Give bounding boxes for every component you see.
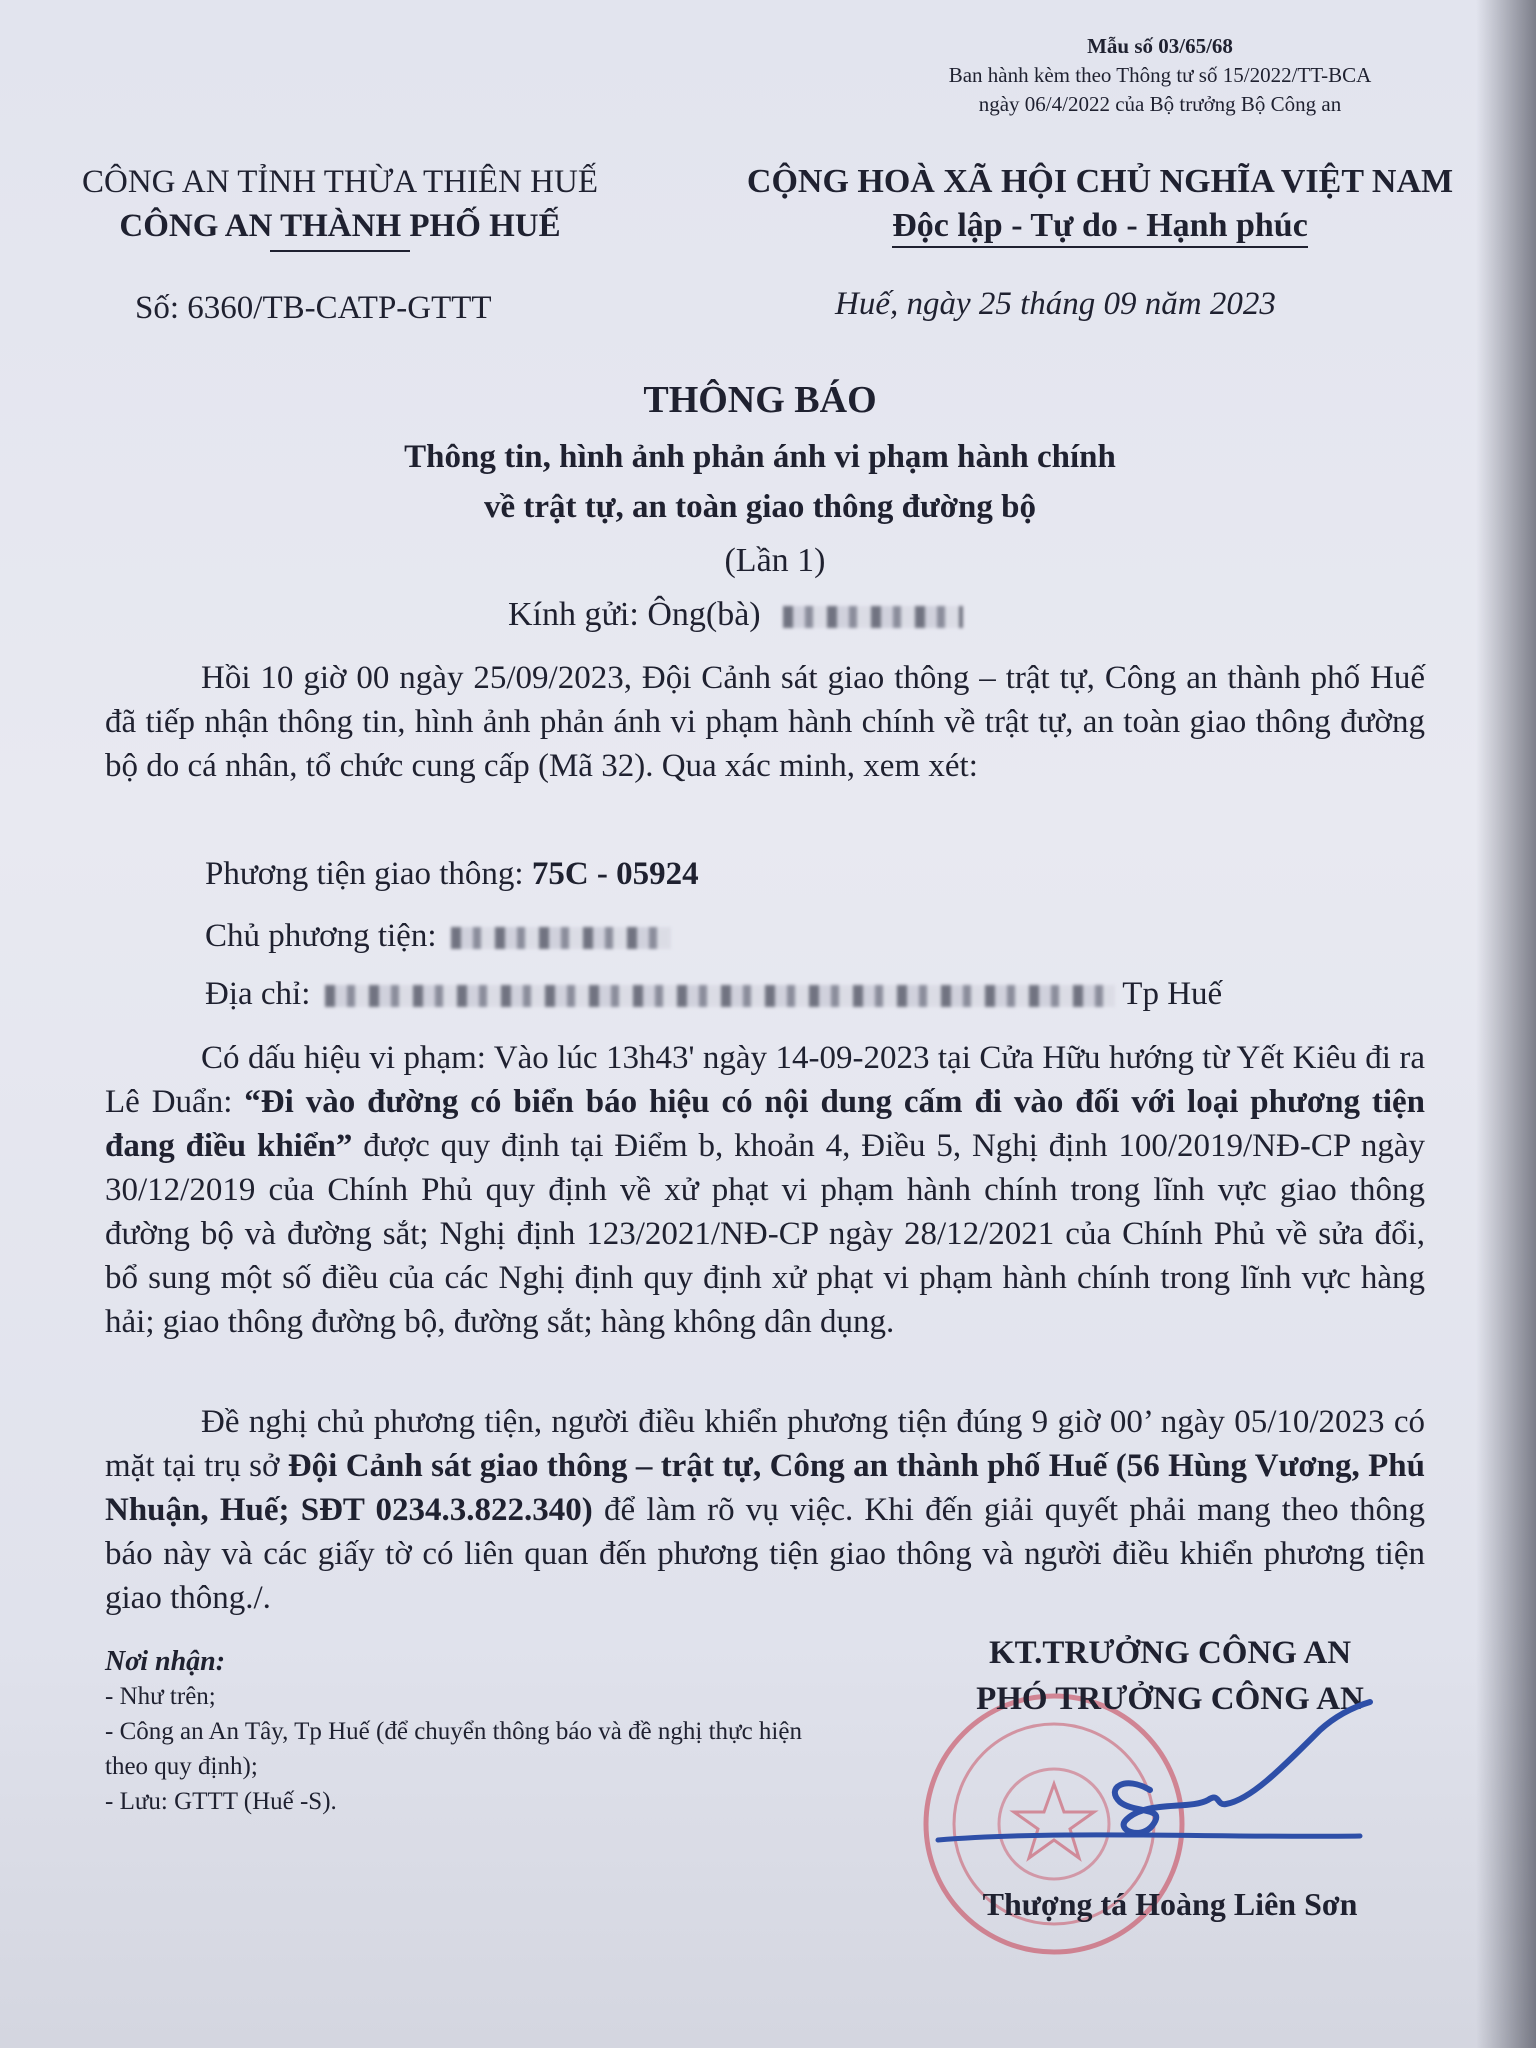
form-reference (880, 32, 1440, 119)
agency-parent: CÔNG AN TỈNH THỪA THIÊN HUẾ (81, 164, 598, 200)
redacted-address (325, 985, 1115, 1007)
recipients-heading: Nơi nhận: (105, 1646, 226, 1677)
recipients-block (105, 1644, 805, 1819)
vehicle-plate: 75C - 05924 (531, 856, 699, 892)
recipient-line (508, 596, 963, 634)
agency-name: CÔNG AN THÀNH PHỐ HUẾ (119, 208, 561, 244)
address-city: Tp Huế (1122, 976, 1223, 1012)
form-issued-by: Ban hành kèm theo Thông tư số 15/2022/TT-BCA (948, 63, 1372, 87)
signature-title-line-1: KT.TRƯỞNG CÔNG AN (988, 1635, 1352, 1671)
vehicle-label: Phương tiện giao thông: (205, 856, 524, 892)
signature-title-line-2: PHÓ TRƯỞNG CÔNG AN (976, 1681, 1364, 1717)
violation-intro: Có dấu hiệu vi phạm: Vào lúc 13h43' ngày 14-09-2023 tại Cửa Hữu hướng từ Yết Kiêu đi ra Lê Duẩn: (105, 1040, 1425, 1120)
document-title: THÔNG BÁO (643, 379, 877, 421)
form-issued-date: ngày 06/4/2022 của Bộ trưởng Bộ Công an (978, 92, 1342, 116)
paragraph-request (105, 1400, 1425, 1620)
notice-count: (Lần 1) (724, 542, 826, 579)
redacted-owner (451, 927, 671, 949)
national-heading (680, 160, 1520, 248)
request-text-1: Đề nghị chủ phương tiện, người điều khiển phương tiện đúng 9 giờ 00’ ngày 05/10/2023 có mặt tại trụ sở (105, 1404, 1425, 1484)
recipient-item: - Lưu: GTTT (Huế -S). (105, 1788, 337, 1815)
subtitle-line-2: về trật tự, an toàn giao thông đường bộ (483, 489, 1036, 525)
form-number: Mẫu số 03/65/68 (1087, 34, 1233, 58)
address-line (205, 976, 1305, 1013)
agency-underline (270, 250, 410, 252)
nation-motto: Độc lập - Tự do - Hạnh phúc (892, 207, 1308, 248)
violation-legal-basis: được quy định tại Điểm b, khoản 4, Điều 5, Nghị định 100/2019/NĐ-CP ngày 30/12/2019 của Chính Phủ quy định về xử phạt vi phạm hành chính trong lĩnh vực giao thông đường bộ và đường sắt; Nghị định 123/2021/NĐ-CP ngày 28/12/2021 của Chính Phủ về sửa đổi, bổ sung một số điều của các Nghị định quy định xử phạt vi phạm hành chính trong lĩnh vực hàng hải; giao thông đường bộ, đường sắt; hàng không dân dụng. (105, 1128, 1425, 1340)
document-number: Số: 6360/TB-CATP-GTTT (135, 290, 492, 326)
request-location: Đội Cảnh sát giao thông – trật tự, Công an thành phố Huế (56 Hùng Vương, Phú Nhuận, Huế; SĐT 0234.3.822.340) (105, 1448, 1425, 1528)
recipient-item: - Công an An Tây, Tp Huế (để chuyển thông báo và đề nghị thực hiện theo quy định); (105, 1718, 802, 1780)
owner-label: Chủ phương tiện: (205, 918, 437, 954)
request-text-2: để làm rõ vụ việc. Khi đến giải quyết phải mang theo thông báo này và các giấy tờ có liên quan đến phương tiện giao thông và người điều khiển phương tiện giao thông./. (105, 1492, 1425, 1616)
violation-description: “Đi vào đường có biển báo hiệu có nội dung cấm đi vào đối với loại phương tiện đang điều khiển” (105, 1084, 1426, 1164)
handwritten-signature-icon (920, 1680, 1400, 1870)
nation-name: CỘNG HOÀ XÃ HỘI CHỦ NGHĨA VIỆT NAM (746, 163, 1454, 200)
redacted-recipient (783, 606, 963, 628)
signer-name: Thượng tá Hoàng Liên Sơn (982, 1886, 1358, 1922)
owner-line (205, 918, 671, 955)
vehicle-line (205, 856, 699, 893)
document-subtitle (0, 432, 1520, 532)
recipient-item: - Như trên; (105, 1683, 216, 1710)
page-edge-shadow (1476, 0, 1536, 2048)
recipient-label: Kính gửi: Ông(bà) (508, 596, 761, 633)
issuing-agency (20, 160, 660, 252)
document-date: Huế, ngày 25 tháng 09 năm 2023 (835, 286, 1276, 322)
address-label: Địa chỉ: (205, 976, 311, 1012)
subtitle-line-1: Thông tin, hình ảnh phản ánh vi phạm hành chính (404, 439, 1116, 475)
paragraph-violation (105, 1036, 1425, 1344)
paragraph-intro: Hồi 10 giờ 00 ngày 25/09/2023, Đội Cảnh sát giao thông – trật tự, Công an thành phố Huế đã tiếp nhận thông tin, hình ảnh phản ánh vi phạm hành chính về trật tự, an toàn giao thông đường bộ do cá nhân, tổ chức cung cấp (Mã 32). Qua xác minh, xem xét: (105, 660, 1425, 784)
